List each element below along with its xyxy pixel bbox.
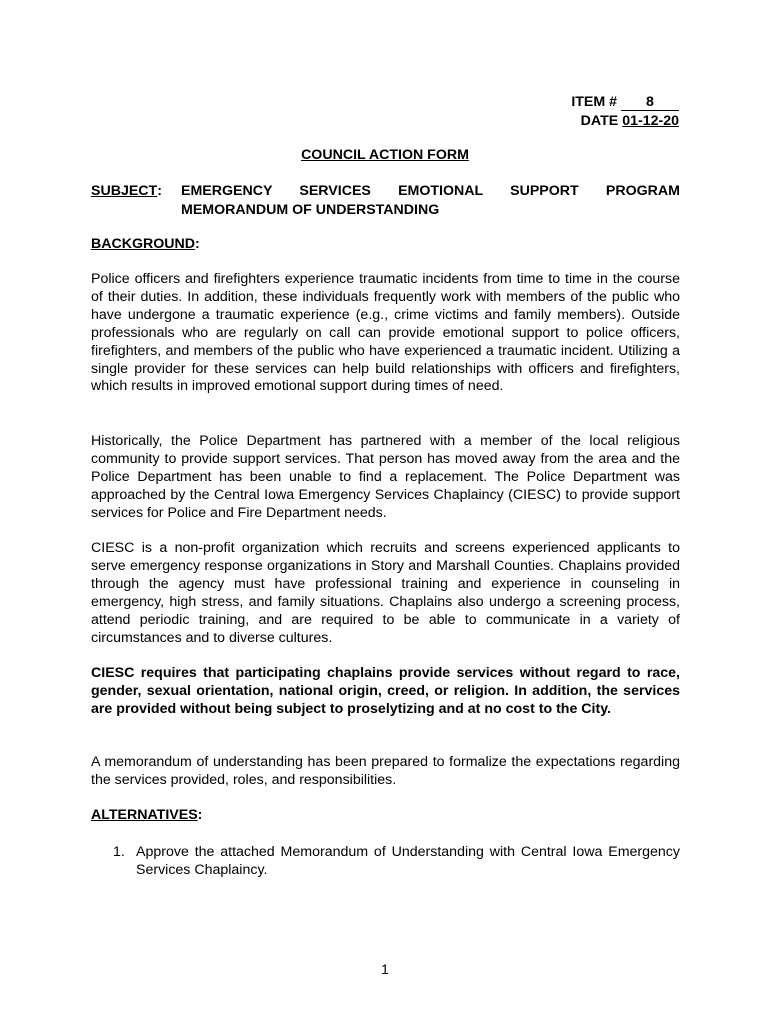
item-label: ITEM # xyxy=(571,94,618,110)
background-paragraph-3: CIESC is a non-profit organization which recruits and screens experienced applicants to serve emergency response organizations in Story and Marshall Counties. Chaplains provided through the agency must have professional training and experience in counseling in emergency, high stress, and family situations. Chaplains also undergo a screening process, attend periodic training, and are required to be able to communicate in a variety of circumstances and to diverse cultures. xyxy=(91,540,680,646)
date-label: DATE xyxy=(580,113,619,129)
page-number: 1 xyxy=(381,962,389,978)
subject-label: SUBJECT: xyxy=(91,183,162,199)
background-paragraph-2: Historically, the Police Department has partnered with a member of the local religious community to provide support services. That person has moved away from the area and the Police Department has been unable to find a replacement. The Police Department was approached by the Central Iowa Emergency Services Chaplaincy (CIESC) to provide support services for Police and Fire Department needs. xyxy=(91,433,680,521)
alternative-text: Approve the attached Memorandum of Understanding with Central Iowa Emergency Services Chaplaincy. xyxy=(136,844,680,878)
subject-block xyxy=(91,182,680,220)
subject-line-1: EMERGENCY SERVICES EMOTIONAL SUPPORT PROGRAM xyxy=(181,183,680,199)
item-date-block xyxy=(571,93,679,131)
alternatives-heading: ALTERNATIVES: xyxy=(91,807,203,823)
form-title: COUNCIL ACTION FORM xyxy=(301,147,469,163)
date-value: 01-12-20 xyxy=(622,113,679,129)
subject-line-2: MEMORANDUM OF UNDERSTANDING xyxy=(181,202,440,218)
background-paragraph-4: CIESC requires that participating chaplains provide services without regard to race, gender, sexual orientation, national origin, creed, or religion. In addition, the services are provided without being subject to proselytizing and at no cost to the City. xyxy=(91,665,680,717)
background-heading: BACKGROUND: xyxy=(91,236,200,252)
item-value: 8 xyxy=(621,94,679,111)
alternative-number: 1. xyxy=(113,844,125,860)
subject-text xyxy=(181,182,680,220)
alternative-item xyxy=(113,843,680,879)
item-number-line xyxy=(571,93,679,112)
background-paragraph-1: Police officers and firefighters experience traumatic incidents from time to time in the course of their duties. In addition, these individuals frequently work with members of the public who have undergone a traumatic experience (e.g., crime victims and family members). Outside professionals who are regularly on call can provide emotional support to police officers, firefighters, and members of the public who have experienced a traumatic incident. Utilizing a single provider for these services can help build relationships with officers and firefighters, which results in improved emotional support during times of need. xyxy=(91,271,680,395)
background-paragraph-5: A memorandum of understanding has been prepared to formalize the expectations regarding the services provided, roles, and responsibilities. xyxy=(91,754,680,788)
date-line xyxy=(571,112,679,131)
